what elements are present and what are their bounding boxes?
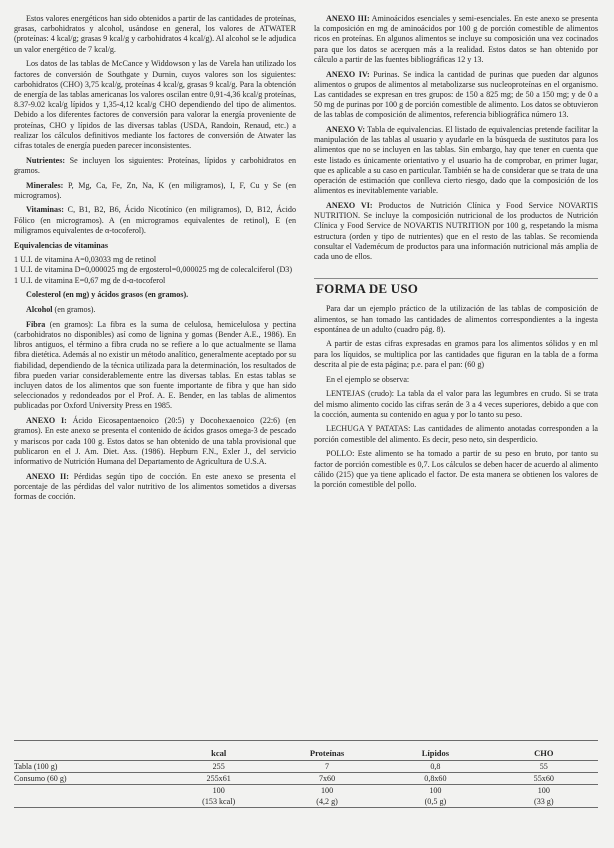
table-row [14,773,598,785]
anexo-v-label: ANEXO V: [326,125,366,135]
table-header-kcal: kcal [165,748,273,761]
minerals-text: P, Mg, Ca, Fe, Zn, Na, K (en miligramos), I, F, Cu y Se (en microgramos). [14,180,296,200]
minerals-paragraph [14,181,296,201]
equivalence-line: 1 U.I. de vitamina D=0,000025 mg de ergosterol=0,000025 mg de colecalciferol (D3) [14,265,293,275]
anexo-ii-paragraph [14,472,296,503]
cholesterol-text: (en mg) y ácidos grasos (en gramos). [60,290,189,300]
anexo-i-label: ANEXO I: [26,416,67,426]
table-cell: (33 g) [490,796,598,808]
table-header-lipidos: Lípidos [381,748,489,761]
energy-paragraph: Estos valores energéticos han sido obtenidos a partir de las cantidades de proteínas, grasas, carbohidratos y alcohol, usándose en general, los valores de ATWATER (proteínas: 4 kcal/g; grasas 9 kcal/g y carbohidratos 4 kcal/g). Al alcohol se le adjudica un valor energético de 7 kcal/g. [14,14,296,54]
table-cell: Tabla (100 g) [14,761,165,773]
table-cell: 100 [212,786,225,795]
conversion-paragraph: Los datos de las tablas de McCance y Widdowson y las de Varela han utilizado los factores de conversión de Southgate y Durnin, cuyos valores son los siguientes: carbohidratos (CHO) 3,75 kcal/g, proteínas 4 kcal/g, grasas 9 kcal/g. Para la obtención de energía de las tablas americanas los valores oscilan entre 0,91-4,36 kcal/g proteínas, 8.37-9.02 kcal/g lípidos y 1,35-4,12 kcal/g CHO dependiendo del tipo de alimentos. Debido a los diferentes factores de conversión para valorar la energía proveniente de proteínas, CHO y lípidos de las diversas tablas (USDA, Randoin, Renaud, etc.) a realizar los cálculos definitivos mediante los factores de conversión de Atwater las cifras totales de energía pueden parecer inconsistentes. [14,59,296,150]
anexo-vi-paragraph [314,201,598,262]
table-cell: 0,8x60 [381,773,489,785]
pollo-paragraph: POLLO: Este alimento se ha tomado a partir de su peso en bruto, por tanto su factor de porción comestible es 0,7. Los cálculos se deben hacer de acuerdo al alimento cálido (215) que ya tiene aplicado el factor. De esta manera se obtienen los valores de la porción comestible del pollo. [314,449,598,489]
table-cell: 100 [429,786,442,795]
table-header-row [14,748,598,761]
section-divider [314,278,598,279]
calculation-table [14,748,598,808]
usage-paragraph: A partir de estas cifras expresadas en gramos para los alimentos sólidos y en ml para los líquidos, se multiplica por las cantidades que figuran en la tabla de a forma descrita al pie de esta página; p.e. para el pan: (60 g) [314,339,598,369]
minerals-label: Minerales: [26,180,64,190]
alcohol-label: Alcohol [26,305,53,315]
table-cell [14,796,165,808]
vitamins-paragraph [14,205,296,236]
anexo-i-paragraph [14,416,296,467]
anexo-iv-label: ANEXO IV: [326,69,370,79]
usage-paragraph: Para dar un ejemplo práctico de la utilización de las tablas de composición de alimentos, se han tomado las cantidades de alimentos correspondientes a la ingesta espontánea de un adulto (cuadro pág. 8). [314,304,598,334]
alcohol-paragraph [14,305,296,315]
table-cell [14,785,165,797]
fiber-text: (en gramos): La fibra es la suma de celulosa, hemicelulosa y pectina (carbohidratos no disponibles) así como de lignina y gomas (Bender A.E., 1986). En libros antiguos, el término a fibra cruda no se refiere a lo que actualmente se llama fibra dietética. Además al no existir un método analítico, generalmente aceptado por su fiabilidad, dependiendo de la técnica utilizada para la determinación, los resultados de fibra pueden variar considerablemente entre las diversas tablas. En estas tablas se incluyen datos de los alimentos que son fuente importante de fibra y que han sido seleccionados y redondeados por el Prof. A. E. Bender, en las tablas de alimentos publicadas por Oxford University Press en 1985. [14,319,296,411]
fiber-label: Fibra [26,319,46,329]
cholesterol-label: Colesterol [26,290,61,300]
anexo-iv-paragraph [314,70,598,121]
anexo-v-paragraph [314,125,598,196]
anexo-ii-text: Pérdidas según tipo de cocción. En este anexo se presenta el porcentaje de las pérdidas del valor nutritivo de los alimentos sometidos a diversas formas de cocción. [14,471,297,502]
table-row [14,785,598,797]
table-cell: 100 [537,786,550,795]
anexo-vi-label: ANEXO VI: [326,200,373,210]
alcohol-text: (en gramos). [52,305,96,315]
right-column [314,14,598,495]
table-cell: 0,8 [381,761,489,773]
nutrients-paragraph [14,156,296,176]
nutrients-text: Se incluyen los siguientes: Proteínas, lípidos y carbohidratos en gramos. [14,155,296,175]
table-cell: 55 [490,761,598,773]
table-row [14,796,598,808]
table-header-cho: CHO [490,748,598,761]
anexo-iii-text: Aminoácidos esenciales y semi-esenciales. En este anexo se presenta la composición en mg de aminoácidos por 100 g de porción comestible de alimentos ricos en proteínas. En algunos alimentos se incluye su composición una vez cocinados para que los datos se acerquen más a la realidad. Estos datos se han obtenido por cálculo a partir de las fuentes bibliográficas 12 y 13. [314,14,598,64]
cholesterol-paragraph [14,290,296,300]
table-cell: (4,2 g) [273,796,381,808]
table-cell: (0,5 g) [381,796,489,808]
table-cell: 255x61 [165,773,273,785]
table-cell: (153 kcal) [165,796,273,808]
table-cell: 7 [273,761,381,773]
anexo-iii-paragraph [314,14,598,65]
section-title: FORMA DE USO [316,281,419,297]
table-cell: 55x60 [490,773,598,785]
usage-paragraph: En el ejemplo se observa: [326,374,410,384]
table-header-cell [14,748,165,761]
anexo-i-text: Ácido Eicosapentaenoico (20:5) y Docohexaenoico (22:6) (en gramos). En este anexo se presenta el contenido de ácidos grasos omega-3 de pescado y mariscos por cada 100 g. Estos datos se han obtenido de una tabla provisional que publicaron en el J. Am. Diet. Ass. (1986). Hepburn F.N., Exler J., del servicio informativo de Nutrición Humana del Departamento de Agricultura de U.S.A. [14,416,296,466]
anexo-ii-label: ANEXO II: [26,471,69,481]
equivalences-title: Equivalencias de vitaminas [14,240,108,250]
table-row [14,761,598,773]
lechuga-paragraph: LECHUGA Y PATATAS: Las cantidades de alimento anotadas corresponden a la porción comestible del alimento. Es decir, peso neto, sin desperdicio. [314,424,598,444]
vitamins-text: C, B1, B2, B6, Ácido Nicotínico (en miligramos), D, B12, Ácido Fólico (en microgramos). A (en microgramos equivalentes de retinol), E (en miligramos equivalentes de α-tocoferol). [14,205,296,235]
table-header-proteinas: Proteínas [273,748,381,761]
left-column [14,14,296,507]
table-cell: 100 [320,786,334,795]
fiber-paragraph [14,320,296,412]
nutrients-label: Nutrientes: [26,155,66,165]
equivalence-line: 1 U.I. de vitamina E=0,67 mg de d-α-tocoferol [14,275,166,285]
lentejas-paragraph: LENTEJAS (crudo): La tabla da el valor para las legumbres en crudo. Si se trata del mismo alimento cocido las cifras serán de 3 a 4 veces superiores, debido a que con la cocción, aumenta su contenido en agua y por lo tanto su peso. [314,389,598,419]
equivalence-line: 1 U.I. de vitamina A=0,03033 mg de retinol [14,255,157,265]
anexo-vi-text: Productos de Nutrición Clínica y Food Service NOVARTIS NUTRITION. Se incluye la composición nutricional de los productos de Nutrición Clínica y Food Service de NOVARTIS NUTRITION por 100 g, respetando la misma estructura (orden y tipo de nutrientes) que en el resto de las tablas. Se recomienda consultar el Vademécum de productos para una información nutricional más amplia de cada uno de ellos. [314,200,598,261]
table-top-rule [14,740,598,741]
table-cell: Consumo (60 g) [14,773,165,785]
anexo-v-text: Tabla de equivalencias. El listado de equivalencias pretende facilitar la manipulación de las tablas al usuario y ayudarle en la búsqueda de sustitutos para los alimentos que no se incluyen en las tablas. Sin embargo, hay que tener en cuenta que este listado es únicamente orientativo y el usuario ha de comprobar, en primer lugar, que es aplicable a su caso en particular. También se ha de considerar que se trata de una operación de estimación que conlleva cierto riesgo, dado que la composición de los alimentos es inevitablemente variable. [314,125,599,196]
anexo-iv-text: Purinas. Se indica la cantidad de purinas que pueden dar algunos alimentos o grupos de alimentos al metabolizarse sus nucleoproteínas en el organismo. Las cantidades se expresan en tres grupos: de 150 a 825 mg; de 50 a 150 mg; y de 0 a 50 mg de purinas por 100 g de porción comestible de alimento. Los datos se obtuvieron de las tablas de composición de alimentos, referencia bibliográfica número 13. [314,69,599,120]
vitamins-label: Vitaminas: [26,205,64,215]
anexo-iii-label: ANEXO III: [326,14,370,23]
table-cell: 7x60 [273,773,381,785]
table-cell: 255 [165,761,273,773]
